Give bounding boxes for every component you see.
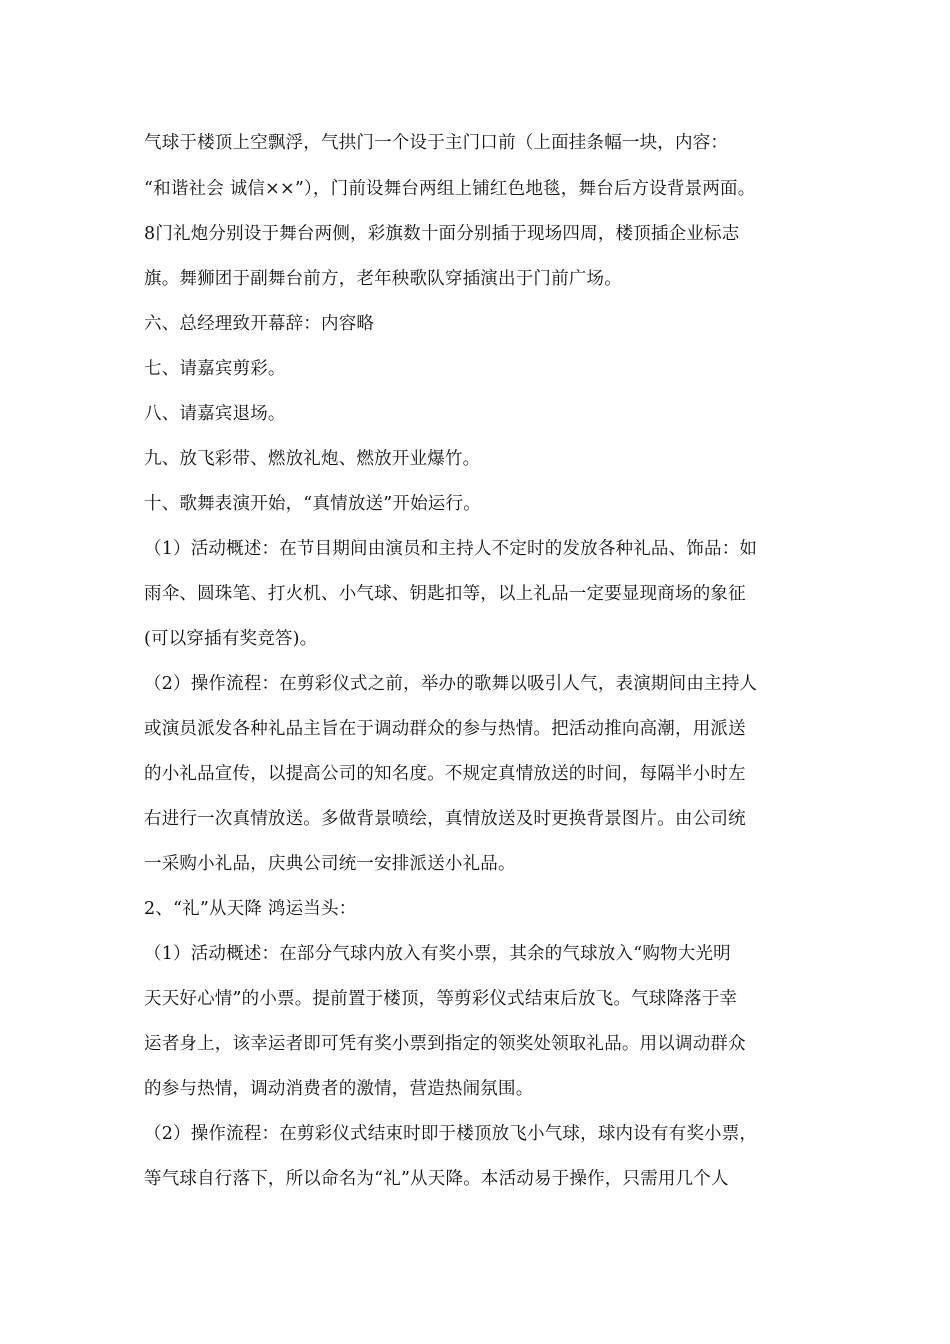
text-line: (可以穿插有奖竞答)。 bbox=[144, 629, 318, 649]
text-line: 一采购小礼品，庆典公司统一安排派送小礼品。 bbox=[144, 854, 516, 874]
text-line: 气球于楼顶上空飘浮，气拱门一个设于主门口前（上面挂条幅一块，内容： bbox=[144, 133, 729, 153]
section-heading: 六、总经理致开幕辞：内容略 bbox=[144, 314, 375, 334]
text-line: （1）活动概述：在部分气球内放入有奖小票，其余的气球放入“购物大光明 bbox=[144, 944, 731, 964]
text-line: 运者身上，该幸运者即可凭有奖小票到指定的领奖处领取礼品。用以调动群众 bbox=[144, 1034, 746, 1054]
text-line: 右进行一次真情放送。多做背景喷绘，真情放送及时更换背景图片。由公司统 bbox=[144, 809, 746, 829]
section-heading: 九、放飞彩带、燃放礼炮、燃放开业爆竹。 bbox=[144, 449, 481, 469]
section-heading: 十、歌舞表演开始，“真情放送”开始运行。 bbox=[144, 494, 481, 514]
text-line: 雨伞、圆珠笔、打火机、小气球、钥匙扣等，以上礼品一定要显现商场的象征 bbox=[144, 584, 746, 604]
text-line: 的参与热情，调动消费者的激情，营造热闹氛围。 bbox=[144, 1079, 534, 1099]
text-line: （1）活动概述：在节目期间由演员和主持人不定时的发放各种礼品、饰品：如 bbox=[144, 539, 758, 559]
text-line: 或演员派发各种礼品主旨在于调动群众的参与热情。把活动推向高潮，用派送 bbox=[144, 719, 746, 739]
text-line: “和谐社会 诚信××”），门前设舞台两组上铺红色地毯，舞台后方设背景两面。 bbox=[144, 179, 756, 199]
text-line: 等气球自行落下，所以命名为“礼”从天降。本活动易于操作，只需用几个人 bbox=[144, 1169, 729, 1189]
section-heading: 八、请嘉宾退场。 bbox=[144, 404, 286, 424]
text-line: （2）操作流程：在剪彩仪式结束时即于楼顶放飞小气球，球内设有有奖小票， bbox=[144, 1124, 758, 1144]
text-line: 旗。舞狮团于副舞台前方，老年秧歌队穿插演出于门前广场。 bbox=[144, 269, 622, 289]
text-line: 天天好心情”的小票。提前置于楼顶，等剪彩仪式结束后放飞。气球降落于幸 bbox=[144, 989, 738, 1009]
section-heading: 2、“礼”从天降 鸿运当头： bbox=[144, 899, 357, 919]
text-line: 的小礼品宣传，以提高公司的知名度。不规定真情放送的时间，每隔半小时左 bbox=[144, 764, 746, 784]
text-line: 8门礼炮分别设于舞台两侧，彩旗数十面分别插于现场四周，楼顶插企业标志 bbox=[144, 224, 740, 244]
section-heading: 七、请嘉宾剪彩。 bbox=[144, 359, 286, 379]
text-line: （2）操作流程：在剪彩仪式之前，举办的歌舞以吸引人气，表演期间由主持人 bbox=[144, 674, 758, 694]
